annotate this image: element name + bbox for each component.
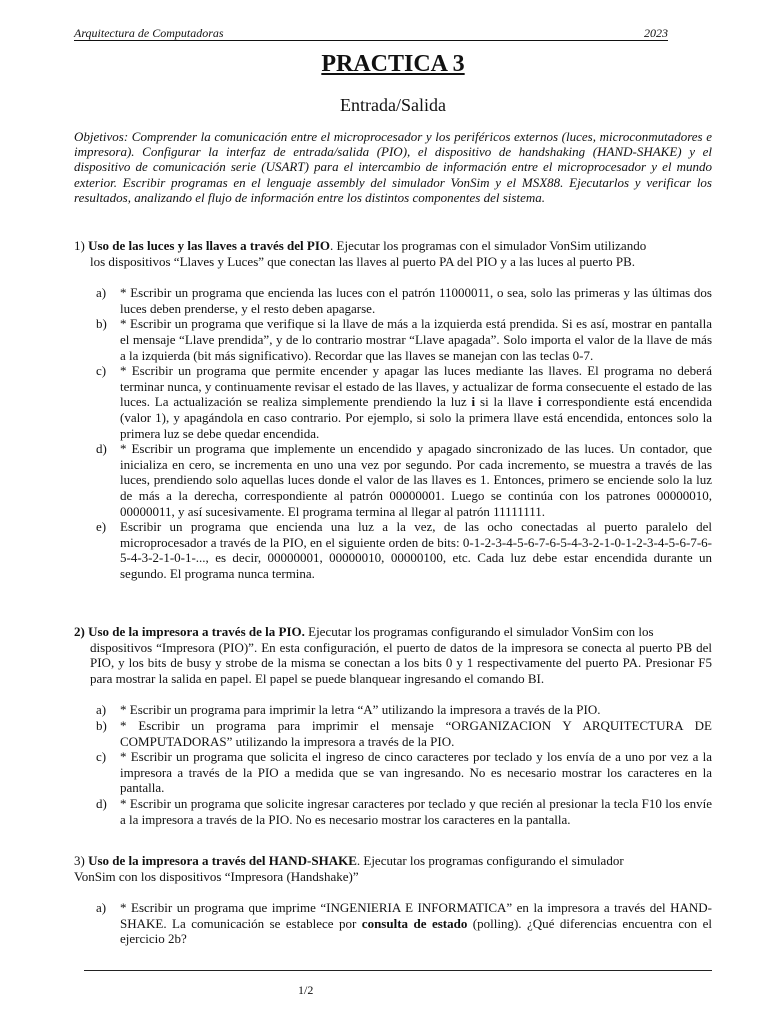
list-item: d) * Escribir un programa que solicite ingresar caracteres por teclado y que recién al presionar la tecla F10 los envíe a la impresora a través de la PIO. No es necesario mostrar los caracteres en la pantalla. [96,795,712,827]
section-1-intro-cont: los dispositivos “Llaves y Luces” que conectan las llaves al puerto PA del PIO y a las luces al puerto PB. [90,253,636,269]
list-item: d) * Escribir un programa que implemente un encendido y apagado sincronizado de las luces. Un contador, que inicializa en cero, se incrementa en uno una vez por segundo. Por cada incremento, se muestra a través de las luces, prendiendo solo aquellas luces donde el valor de las llaves es 1. Entonces, primero se enciende solo la luz de más a la derecha, correspondiente al patrón 00000001. Luego se continúa con los patrones 00000010, 00000011, y así sucesivamente. El programa termina al llegar al patrón 11111111. [96,441,712,519]
list-item: a) * Escribir un programa para imprimir la letra “A” utilizando la impresora a través de la PIO. [96,702,601,718]
section-3-items [74,900,712,947]
header-course: Arquitectura de Computadoras [74,26,224,40]
list-item: e) Escribir un programa que encienda una luz a la vez, de las ocho conectadas al puerto paralelo del microprocesador a través de la PIO, en el siguiente orden de bits: 0-1-2-3-4-5-6-7-6-5-4-3-2-1-0-1-2-3-4-5-6-7-6-5-4-3-2-1-0-1-..., es decir, 00000001, 00000010, 00000100, etc. Cada luz debe estar encendida durante un segundo. El programa nunca termina. [96,519,712,581]
section-3-intro: . Ejecutar los programas configurando el simulador [356,853,624,868]
section-2 [74,624,712,827]
section-3-heading-line [74,853,712,869]
page-subtitle: Entrada/Salida [340,95,446,115]
section-2-items [74,702,712,827]
section-1-heading: Uso de las luces y las llaves a través del PIO [88,238,331,253]
section-3-number: 3) [74,853,85,868]
list-item: a) * Escribir un programa que imprime “INGENIERIA E INFORMATICA” en la impresora a través del HAND-SHAKE. La comunicación se establece por consulta de estado (polling). ¿Qué diferencias encuentra con el ejercicio 2b? [96,900,712,947]
section-3 [74,853,712,947]
list-item: a) * Escribir un programa que encienda las luces con el patrón 11000011, o sea, solo las primeras y las últimas dos luces deben prenderse, y el resto deben apagarse. [96,285,712,316]
section-1 [74,238,712,581]
list-item: b) * Escribir un programa para imprimir el mensaje “ORGANIZACION Y ARQUITECTURA DE COMPUTADORAS” utilizando la impresora a través de la PIO. [96,717,712,749]
page-title: PRACTICA 3 [321,51,465,77]
section-3-heading: Uso de la impresora a través del HAND-SHAKE [88,853,357,868]
section-2-number: 2) [74,624,85,639]
header-year: 2023 [644,26,668,40]
objectives-paragraph: Objetivos: Comprender la comunicación entre el microprocesador y los periféricos externos (luces, microconmutadores e impresora). Configurar la interfaz de entrada/salida (PIO), el dispositivo de handshaking (HAND-SHAKE) y el dispositivo de comunicación serie (USART) para el intercambio de información entre el microprocesador y el mundo exterior. Escribir programas en el lenguaje assembly del simulador VonSim y el MSX88. Ejecutarlos y verificar los resultados, analizando el flujo de información entre los distintos componentes del sistema. [74,129,712,205]
section-1-items [74,285,712,581]
list-item: c) * Escribir un programa que solicita el ingreso de cinco caracteres por teclado y los envía de a uno por vez a la impresora a través de la PIO a medida que se van ingresando. No es necesario mostrar los caracteres en la pantalla. [96,749,712,796]
section-1-heading-line [74,238,712,254]
section-3-intro-cont: VonSim con los dispositivos “Impresora (Handshake)” [74,868,359,884]
section-2-heading: Uso de la impresora a través de la PIO. [88,624,305,639]
footer-divider [84,970,712,971]
page-header [74,26,668,41]
section-2-intro: Ejecutar los programas configurando el simulador VonSim con los [304,624,654,639]
page-number: 1/2 [298,983,314,997]
section-2-intro-cont: dispositivos “Impresora (PIO)”. En esta configuración, el puerto de datos de la impresora se conecta al puerto PB del PIO, y los bits de busy y strobe de la misma se conectan a los bits 0 y 1 respectivamente del puerto PA. Presionar F5 para mostrar la salida en papel. El papel se puede blanquear ingresando el comando BI. [90,639,712,686]
section-2-heading-line [74,624,712,640]
section-1-number: 1) [74,238,85,253]
list-item: b) * Escribir un programa que verifique si la llave de más a la izquierda está prendida. Si es así, mostrar en pantalla el mensaje “Llave prendida”, y de lo contrario mostrar “Llave apagada”. Solo importa el valor de la llave de más a la izquierda (bit más significativo). Recordar que las llaves se manejan con las teclas 0-7. [96,316,712,363]
list-item: c) * Escribir un programa que permite encender y apagar las luces mediante las llaves. El programa no deberá terminar nunca, y continuamente revisar el estado de las llaves, y actualizar de forma consecuente el estado de las luces. La actualización se realiza simplemente prendiendo la luz i si la llave i correspondiente está encendida (valor 1), y apagándola en caso contrario. Por ejemplo, si solo la primera llave está encendida, entonces solo la primera luz se debe quedar encendida. [96,363,712,441]
section-1-intro: . Ejecutar los programas con el simulador VonSim utilizando [330,238,647,253]
